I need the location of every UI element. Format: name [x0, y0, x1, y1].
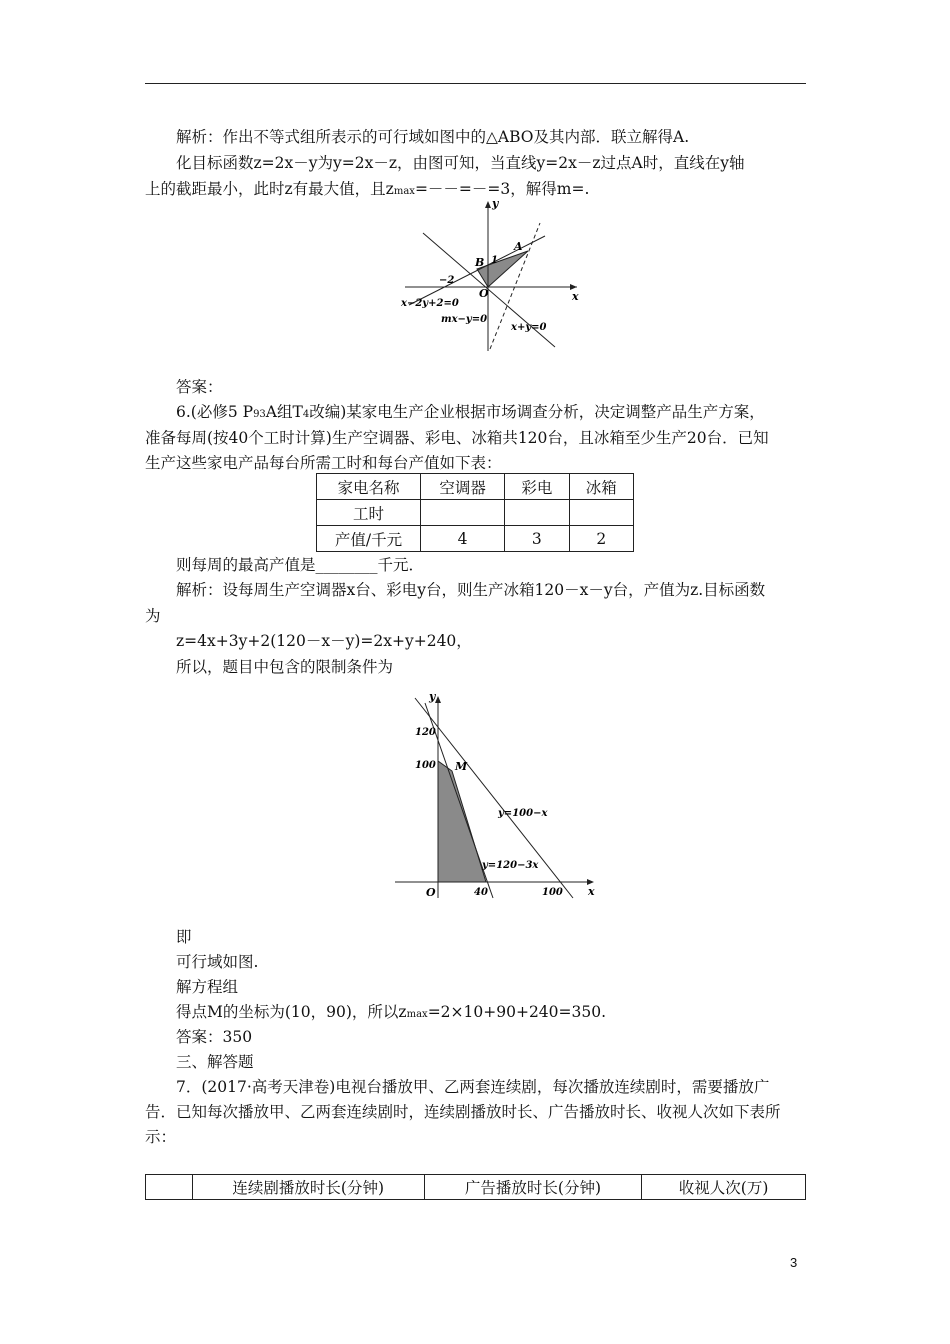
- text-line: 解析：作出不等式组所表示的可行域如图中的△ABO及其内部．联立解得A.: [176, 128, 690, 146]
- page-number: 3: [790, 1255, 798, 1270]
- fig1-eq-3: x+y=0: [511, 322, 547, 333]
- text-line: 为: [145, 607, 161, 625]
- line-x-2y-2: [409, 236, 545, 305]
- text-line: 告．已知每次播放甲、乙两套连续剧时，连续剧播放时长、广告播放时长、收视人次如下表所: [145, 1103, 781, 1121]
- fig1-point-a: A: [514, 240, 523, 253]
- fig2-tick-100-y: 100: [415, 760, 436, 771]
- table-cell: 工时: [317, 500, 421, 526]
- table-cell: [420, 500, 504, 526]
- fig1-y-label: y: [492, 197, 499, 210]
- text-line: 答案：350: [176, 1028, 253, 1046]
- fig2-tick-120: 120: [415, 727, 436, 738]
- text-line: 准备每周(按40个工时计算)生产空调器、彩电、冰箱共120台，且冰箱至少生产20台．已知: [145, 429, 769, 447]
- fig2-tick-40: 40: [474, 887, 488, 898]
- table-cell: [569, 500, 633, 526]
- text-line: 生产这些家电产品每台所需工时和每台产值如下表：: [145, 454, 502, 472]
- text-line: 得点M的坐标为(10，90)，所以zmax=2×10+90+240=350.: [176, 1003, 607, 1021]
- y-axis-arrow: [435, 696, 441, 703]
- table-cell: 4: [420, 526, 504, 552]
- feasible-region-figure-2: [395, 688, 610, 913]
- text-line: 解析：设每周生产空调器x台、彩电y台，则生产冰箱120－x－y台，产值为z.目标函数: [176, 581, 766, 599]
- table-header: 冰箱: [569, 474, 633, 500]
- table-header: 彩电: [505, 474, 569, 500]
- text-line: 示：: [145, 1128, 177, 1146]
- appliance-table: [316, 473, 634, 552]
- drama-table: [145, 1174, 806, 1200]
- table-header: 空调器: [420, 474, 504, 500]
- text-line: 可行域如图.: [176, 953, 259, 971]
- fig1-eq-1: x−2y+2=0: [401, 298, 459, 309]
- table-header: 连续剧播放时长(分钟): [192, 1175, 424, 1200]
- table-cell: [505, 500, 569, 526]
- table-header: [146, 1175, 193, 1200]
- section-heading: 三、解答题: [176, 1053, 254, 1071]
- fig2-tick-100-x: 100: [542, 887, 563, 898]
- table-cell: 3: [505, 526, 569, 552]
- table-header: 收视人次(万): [642, 1175, 806, 1200]
- text-line: 解方程组: [176, 978, 239, 996]
- text-line: 7．(2017·高考天津卷)电视台播放甲、乙两套连续剧，每次播放连续剧时，需要播放广: [176, 1078, 770, 1096]
- region-triangle-abo: [477, 251, 528, 287]
- text-line: 则每周的最高产值是________千元．: [176, 556, 425, 574]
- fig1-tick-neg2: −2: [439, 275, 455, 286]
- y-axis-arrow: [485, 201, 491, 208]
- fig1-origin: O: [479, 287, 489, 300]
- feasible-region-figure-1: [395, 195, 590, 355]
- text-line: 6.(必修5 P93A组T4改编)某家电生产企业根据市场调查分析，决定调整产品生产方案，: [176, 403, 765, 421]
- fig2-origin: O: [426, 886, 436, 899]
- table-cell: 产值/千元: [317, 526, 421, 552]
- fig2-point-m: M: [455, 760, 468, 773]
- text-line: 所以，题目中包含的限制条件为: [176, 658, 394, 676]
- text-line: 化目标函数z=2x－y为y=2x－z，由图可知，当直线y=2x－z过点A时，直线在y轴: [176, 154, 745, 172]
- fig1-tick-1: 1: [491, 255, 498, 266]
- table-header: 广告播放时长(分钟): [424, 1175, 641, 1200]
- text-line: z=4x+3y+2(120－x－y)=2x+y+240，: [176, 632, 472, 650]
- header-rule: [145, 83, 806, 84]
- fig1-point-b: B: [475, 256, 485, 269]
- fig2-eq-1: y=100−x: [498, 808, 548, 819]
- table-cell: 2: [569, 526, 633, 552]
- text-line: 上的截距最小，此时z有最大值，且zmax=－－=－=3，解得m=.: [145, 180, 590, 198]
- fig2-eq-2: y=120−3x: [482, 860, 539, 871]
- fig2-x-label: x: [588, 885, 595, 898]
- fig2-y-label: y: [429, 690, 436, 703]
- text-line: 答案：: [176, 378, 223, 396]
- fig1-eq-2: mx−y=0: [441, 314, 488, 325]
- fig1-x-label: x: [572, 290, 579, 303]
- text-line: 即: [176, 928, 192, 946]
- table-header: 家电名称: [317, 474, 421, 500]
